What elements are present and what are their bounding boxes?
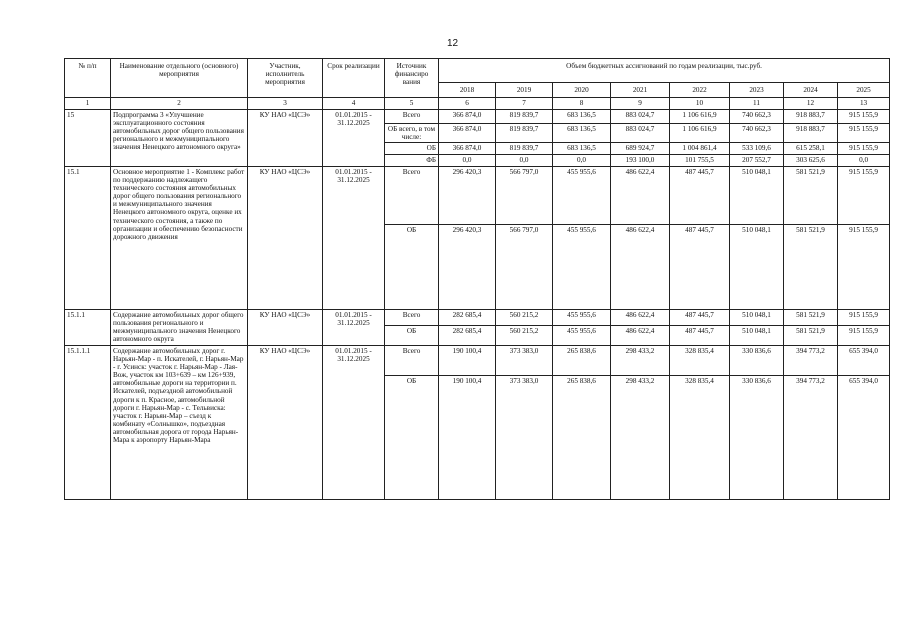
table-row (65, 110, 890, 124)
term-cell: 01.01.2015 - 31.12.2025 (323, 346, 385, 500)
table-row (65, 310, 890, 326)
header-year: 2025 (838, 83, 890, 98)
header-year: 2020 (553, 83, 611, 98)
column-number: 7 (496, 98, 553, 110)
column-number: 12 (784, 98, 838, 110)
column-number: 8 (553, 98, 611, 110)
header-year: 2023 (730, 83, 784, 98)
budget-value: 1 004 861,4 (670, 143, 730, 155)
budget-value: 915 155,9 (838, 225, 890, 310)
budget-value: 918 883,7 (784, 110, 838, 124)
budget-value: 510 048,1 (730, 310, 784, 326)
row-number: 15.1.1 (65, 310, 111, 346)
budget-value: 581 521,9 (784, 310, 838, 326)
column-number: 10 (670, 98, 730, 110)
budget-value: 510 048,1 (730, 225, 784, 310)
activity-name: Основное мероприятие 1 - Комплекс работ по поддержанию надлежащего технического состояния автомобильных дорог общего пользования регионального и межмуниципального значения Ненецкого автономного округа, оценке их технического состояния, а также по организации и обеспечению безопасности дорожного движения (111, 167, 248, 310)
budget-value: 265 838,6 (553, 376, 611, 500)
budget-value: 207 552,7 (730, 155, 784, 167)
budget-value: 0,0 (553, 155, 611, 167)
column-number: 5 (385, 98, 439, 110)
header-num: № п/п (65, 59, 111, 98)
row-number: 15 (65, 110, 111, 167)
funding-source: ОБ (385, 326, 439, 346)
budget-value: 581 521,9 (784, 167, 838, 225)
budget-value: 190 100,4 (439, 376, 496, 500)
funding-source: ОБ (385, 376, 439, 500)
budget-value: 1 106 616,9 (670, 124, 730, 143)
header-year: 2022 (670, 83, 730, 98)
budget-value: 560 215,2 (496, 310, 553, 326)
term-cell: 01.01.2015 - 31.12.2025 (323, 310, 385, 346)
budget-value: 303 625,6 (784, 155, 838, 167)
budget-value: 487 445,7 (670, 326, 730, 346)
budget-value: 265 838,6 (553, 346, 611, 376)
budget-value: 683 136,5 (553, 110, 611, 124)
budget-value: 533 109,6 (730, 143, 784, 155)
header-term: Срок реализации (323, 59, 385, 98)
budget-value: 455 955,6 (553, 225, 611, 310)
budget-value: 193 100,0 (611, 155, 670, 167)
budget-value: 915 155,9 (838, 110, 890, 124)
budget-value: 915 155,9 (838, 167, 890, 225)
budget-value: 366 874,0 (439, 110, 496, 124)
budget-value: 282 685,4 (439, 326, 496, 346)
budget-value: 819 839,7 (496, 124, 553, 143)
budget-value: 883 024,7 (611, 124, 670, 143)
budget-value: 683 136,5 (553, 143, 611, 155)
budget-value: 510 048,1 (730, 326, 784, 346)
budget-value: 915 155,9 (838, 124, 890, 143)
budget-value: 0,0 (838, 155, 890, 167)
header-year: 2024 (784, 83, 838, 98)
budget-value: 298 433,2 (611, 376, 670, 500)
budget-value: 1 106 616,9 (670, 110, 730, 124)
budget-value: 0,0 (496, 155, 553, 167)
column-number: 1 (65, 98, 111, 110)
budget-value: 819 839,7 (496, 143, 553, 155)
table-row (65, 167, 890, 225)
header-name: Наименование отдельного (основного) мероприятия (111, 59, 248, 98)
budget-value: 581 521,9 (784, 225, 838, 310)
funding-source: ОБ (385, 143, 439, 155)
header-year: 2019 (496, 83, 553, 98)
participant-cell: КУ НАО «ЦСЭ» (248, 110, 323, 167)
table-row (65, 346, 890, 376)
activity-name: Подпрограмма 3 «Улучшение эксплуатационного состояния автомобильных дорог общего пользования регионального и межмуниципального значения Ненецкого автономного округа» (111, 110, 248, 167)
budget-value: 486 622,4 (611, 326, 670, 346)
budget-value: 915 155,9 (838, 143, 890, 155)
column-number: 6 (439, 98, 496, 110)
budget-value: 298 433,2 (611, 346, 670, 376)
budget-value: 918 883,7 (784, 124, 838, 143)
activity-name: Содержание автомобильных дорог г. Нарьян-Мар - п. Искателей, г. Нарьян-Мар - г. Усинск: участок г. Нарьян-Мар - Лая-Вож, участок км 103+639 – км 126+939, автомобильные дороги на территории п. Искателей, подъездной автомобильной дороги к п. Красное, автомобильной дороги г. Нарьян-Мар - с. Тельвиска: участок г. Нарьян-Мар – съезд к комбинату «Солнышко», подъездная автомобильная дорога от города Нарьян-Мара к аэропорту Нарьян-Мара (111, 346, 248, 500)
budget-value: 366 874,0 (439, 124, 496, 143)
budget-value: 560 215,2 (496, 326, 553, 346)
page-number: 12 (446, 38, 459, 49)
budget-value: 566 797,0 (496, 167, 553, 225)
budget-value: 487 445,7 (670, 310, 730, 326)
budget-value: 455 955,6 (553, 167, 611, 225)
header-volume: Объем бюджетных ассигнований по годам реализации, тыс.руб. (439, 59, 890, 83)
budget-value: 394 773,2 (784, 376, 838, 500)
header-year: 2018 (439, 83, 496, 98)
header-participant: Участник, исполнитель мероприятия (248, 59, 323, 98)
funding-source: Всего (385, 310, 439, 326)
budget-value: 615 258,1 (784, 143, 838, 155)
budget-value: 487 445,7 (670, 167, 730, 225)
column-number: 11 (730, 98, 784, 110)
budget-value: 296 420,3 (439, 225, 496, 310)
budget-value: 510 048,1 (730, 167, 784, 225)
budget-value: 282 685,4 (439, 310, 496, 326)
budget-value: 655 394,0 (838, 376, 890, 500)
funding-source: ОБ всего, в том числе: (385, 124, 439, 143)
budget-value: 455 955,6 (553, 310, 611, 326)
budget-value: 740 662,3 (730, 110, 784, 124)
budget-value: 455 955,6 (553, 326, 611, 346)
funding-source: Всего (385, 110, 439, 124)
budget-value: 487 445,7 (670, 225, 730, 310)
column-number: 4 (323, 98, 385, 110)
budget-value: 883 024,7 (611, 110, 670, 124)
budget-value: 373 383,0 (496, 376, 553, 500)
budget-value: 330 836,6 (730, 376, 784, 500)
budget-value: 366 874,0 (439, 143, 496, 155)
activity-name: Содержание автомобильных дорог общего пользования регионального и межмуниципального значения Ненецкого автономного округа (111, 310, 248, 346)
budget-value: 486 622,4 (611, 310, 670, 326)
funding-source: Всего (385, 346, 439, 376)
budget-value: 655 394,0 (838, 346, 890, 376)
funding-source: Всего (385, 167, 439, 225)
column-number: 3 (248, 98, 323, 110)
funding-source: ОБ (385, 225, 439, 310)
budget-value: 486 622,4 (611, 167, 670, 225)
header-year: 2021 (611, 83, 670, 98)
row-number: 15.1 (65, 167, 111, 310)
budget-value: 740 662,3 (730, 124, 784, 143)
budget-value: 373 383,0 (496, 346, 553, 376)
budget-table (64, 58, 890, 500)
budget-value: 394 773,2 (784, 346, 838, 376)
row-number: 15.1.1.1 (65, 346, 111, 500)
term-cell: 01.01.2015 - 31.12.2025 (323, 110, 385, 167)
column-number: 9 (611, 98, 670, 110)
participant-cell: КУ НАО «ЦСЭ» (248, 346, 323, 500)
budget-value: 190 100,4 (439, 346, 496, 376)
budget-value: 330 836,6 (730, 346, 784, 376)
column-number: 13 (838, 98, 890, 110)
participant-cell: КУ НАО «ЦСЭ» (248, 167, 323, 310)
budget-value: 683 136,5 (553, 124, 611, 143)
budget-value: 101 755,5 (670, 155, 730, 167)
funding-source: ФБ (385, 155, 439, 167)
budget-value: 0,0 (439, 155, 496, 167)
header-source: Источник финансиро вания (385, 59, 439, 98)
budget-value: 689 924,7 (611, 143, 670, 155)
budget-value: 915 155,9 (838, 326, 890, 346)
budget-value: 296 420,3 (439, 167, 496, 225)
budget-value: 581 521,9 (784, 326, 838, 346)
budget-value: 915 155,9 (838, 310, 890, 326)
budget-value: 328 835,4 (670, 346, 730, 376)
budget-value: 566 797,0 (496, 225, 553, 310)
term-cell: 01.01.2015 - 31.12.2025 (323, 167, 385, 310)
column-number: 2 (111, 98, 248, 110)
budget-value: 486 622,4 (611, 225, 670, 310)
budget-value: 328 835,4 (670, 376, 730, 500)
participant-cell: КУ НАО «ЦСЭ» (248, 310, 323, 346)
budget-value: 819 839,7 (496, 110, 553, 124)
